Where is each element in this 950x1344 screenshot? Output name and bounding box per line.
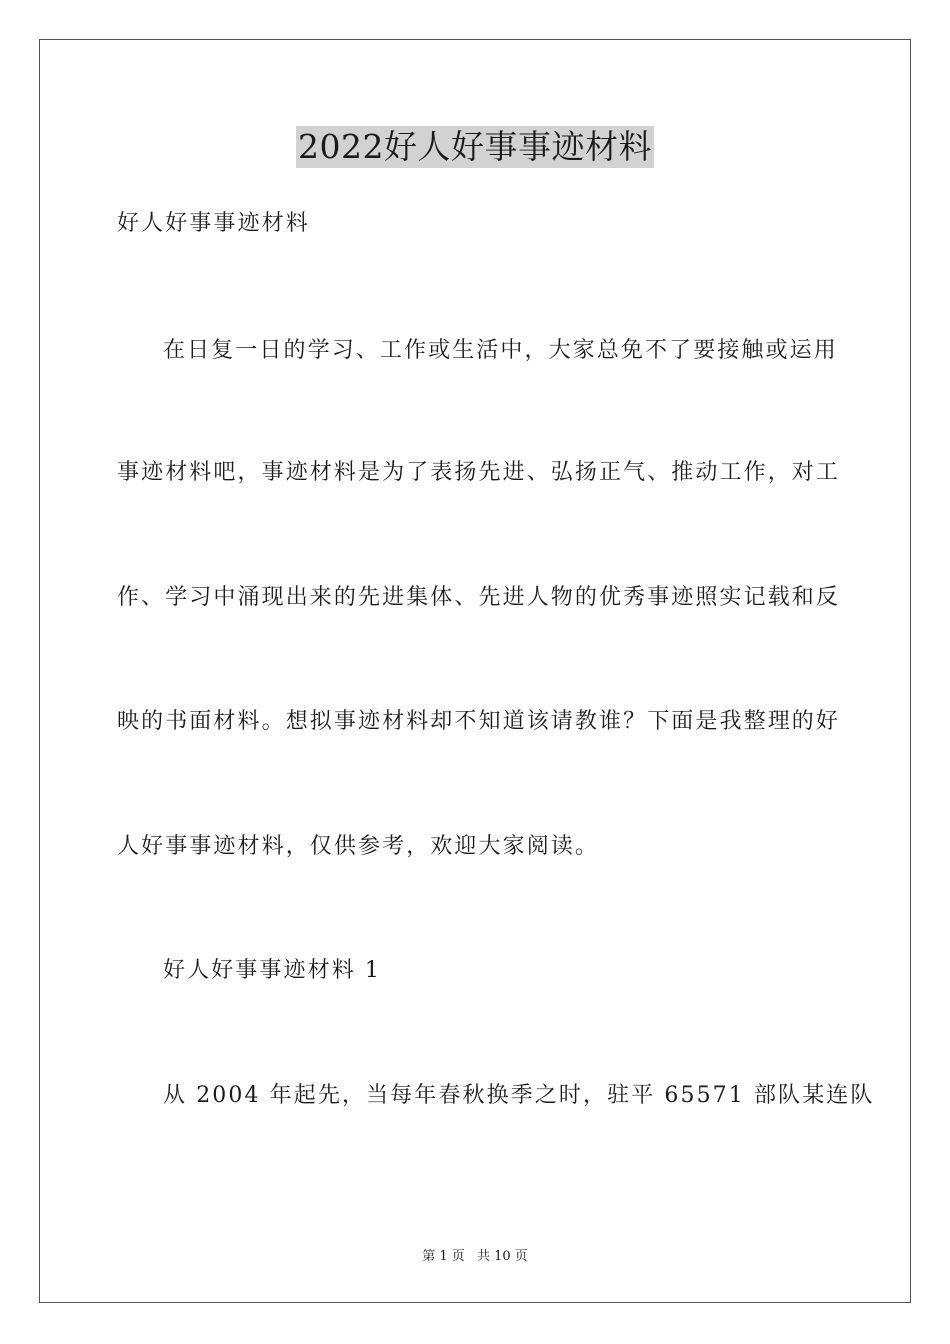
page-footer [0,1248,950,1266]
document-subtitle: 好人好事事迹材料 [117,211,310,236]
page-number-total: 共 10 页 [476,1249,528,1264]
paragraph-line: 人好事事迹材料，仅供参考，欢迎大家阅读。 [117,834,600,859]
section-first-line: 从 2004 年起先，当每年春秋换季之时，驻平 65571 部队某连队 [163,1083,875,1108]
title-wrap [0,126,950,168]
document-title: 2022好人好事事迹材料 [298,127,652,166]
paragraph-line: 在日复一日的学习、工作或生活中，大家总免不了要接触或运用 [163,338,838,363]
paragraph-line: 映的书面材料。想拟事迹材料却不知道该请教谁？下面是我整理的好 [117,709,841,734]
section-heading: 好人好事事迹材料 1 [163,958,381,983]
page-number-current: 第 1 页 [422,1249,465,1264]
paragraph-line: 作、学习中涌现出来的先进集体、先进人物的优秀事迹照实记载和反 [117,585,841,610]
paragraph-line: 事迹材料吧，事迹材料是为了表扬先进、弘扬正气、推动工作，对工 [117,460,841,485]
